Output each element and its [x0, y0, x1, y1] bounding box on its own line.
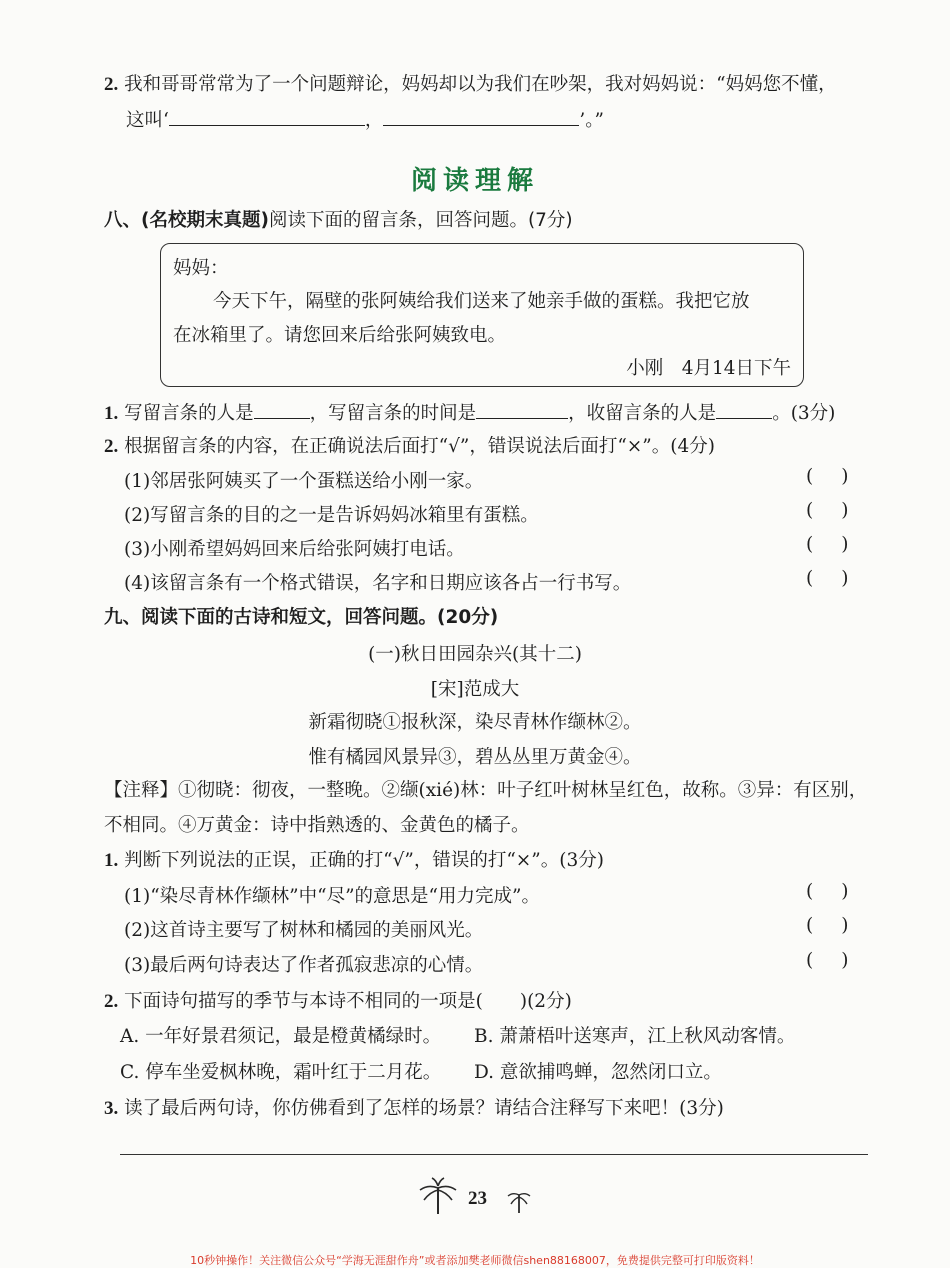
answer-parens[interactable]: () — [806, 500, 877, 521]
question-text: 。(3分) — [772, 403, 836, 424]
q9-heading: 九、阅读下面的古诗和短文，回答问题。(20分) — [104, 607, 499, 628]
question-number: 2. — [104, 74, 119, 95]
poem-notes-line2: 不相同。④万黄金：诗中指熟透的、金黄色的橘子。 — [104, 815, 530, 836]
answer-line[interactable] — [120, 1154, 868, 1155]
question-number: 1. — [104, 850, 119, 871]
question-text: 我和哥哥常常为了一个问题辩论，妈妈却以为我们在吵架，我对妈妈说：“妈妈您不懂， — [124, 74, 837, 95]
poem-line-2: 惟有橘园风景异③，碧丛丛里万黄金④。 — [308, 747, 642, 768]
question-text: 写留言条的人是 — [124, 403, 254, 424]
answer-parens[interactable]: () — [806, 568, 877, 589]
question-text: 判断下列说法的正误，正确的打“√”，错误的打“×”。(3分) — [124, 850, 604, 871]
message-note-box — [160, 243, 804, 387]
question-text: 根据留言条的内容，在正确说法后面打“√”，错误说法后面打“×”。(4分) — [124, 436, 715, 457]
watermark-text: 10秒钟操作！关注微信公众号“学海无涯甜作舟”或者添加樊老师微信shen88168007，免费提供完整可打印版资料！ — [190, 1254, 760, 1267]
q9-3 — [104, 1096, 724, 1122]
q8-2-item-2: (2)写留言条的目的之一是告诉妈妈冰箱里有蛋糕。 — [124, 505, 539, 526]
answer-blank[interactable] — [169, 107, 365, 126]
question-text: ，写留言条的时间是 — [309, 403, 477, 424]
question-text: ， — [364, 110, 384, 131]
answer-parens[interactable]: () — [806, 950, 877, 971]
answer-parens[interactable]: () — [806, 881, 877, 902]
heading-text: 阅读下面的留言条，回答问题。(7分) — [268, 210, 573, 231]
heading-prefix: 八、 — [104, 210, 142, 231]
answer-parens[interactable]: () — [806, 466, 877, 487]
answer-blank[interactable] — [476, 400, 568, 419]
question-number: 2. — [104, 436, 119, 457]
poem-author: [宋]范成大 — [430, 679, 520, 700]
section-title: 阅读理解 — [410, 166, 539, 196]
answer-blank[interactable] — [383, 107, 579, 126]
q9-2-option-a[interactable]: A. 一年好景君须记，最是橙黄橘绿时。 — [120, 1026, 442, 1047]
q8-2-item-1: (1)邻居张阿姨买了一个蛋糕送给小刚一家。 — [124, 471, 484, 492]
note-signature: 小刚 4月14日下午 — [626, 358, 791, 379]
q9-2-option-b[interactable]: B. 萧萧梧叶送寒声，江上秋风动客情。 — [474, 1026, 796, 1047]
q9-1-item-1: (1)“染尽青林作缬林”中“尽”的意思是“用力完成”。 — [124, 886, 540, 907]
q8-1 — [104, 400, 835, 427]
question-number: 3. — [104, 1098, 119, 1119]
question-text: 下面诗句描写的季节与本诗不相同的一项是( )(2分) — [124, 991, 572, 1012]
answer-blank[interactable] — [716, 400, 772, 419]
q7-2-line2 — [126, 107, 604, 134]
note-salutation: 妈妈： — [173, 258, 229, 279]
q7-2-line1 — [104, 72, 837, 98]
q9-2 — [104, 989, 572, 1015]
q9-1-item-3: (3)最后两句诗表达了作者孤寂悲凉的心情。 — [124, 955, 484, 976]
note-body-line1: 今天下午，隔壁的张阿姨给我们送来了她亲手做的蛋糕。我把它放 — [213, 291, 750, 312]
q9-1 — [104, 848, 604, 874]
q9-2-option-d[interactable]: D. 意欲捕鸣蝉，忽然闭口立。 — [474, 1062, 722, 1083]
note-body-line2: 在冰箱里了。请您回来后给张阿姨致电。 — [173, 325, 507, 346]
heading-tag: (名校期末真题) — [141, 210, 269, 231]
poem-notes-line1: 【注释】①彻晓：彻夜，一整晚。②缬(xié)林：叶子红叶树林呈红色，故称。③异：有区别， — [104, 780, 868, 801]
page-number: 23 — [468, 1188, 487, 1209]
question-text: ’。” — [579, 110, 604, 131]
question-text: 读了最后两句诗，你仿佛看到了怎样的场景？请结合注释写下来吧！(3分) — [124, 1098, 724, 1119]
poem-title: (一)秋日田园杂兴(其十二) — [368, 644, 582, 665]
answer-parens[interactable]: () — [806, 915, 877, 936]
q9-2-option-c[interactable]: C. 停车坐爱枫林晚，霜叶红于二月花。 — [120, 1062, 442, 1083]
q9-1-item-2: (2)这首诗主要写了树林和橘园的美丽风光。 — [124, 920, 484, 941]
q8-2-item-4: (4)该留言条有一个格式错误，名字和日期应该各占一行书写。 — [124, 573, 632, 594]
question-text: 这叫‘ — [126, 110, 169, 131]
poem-line-1: 新霜彻晓①报秋深，染尽青林作缬林②。 — [308, 712, 642, 733]
question-number: 2. — [104, 991, 119, 1012]
question-number: 1. — [104, 403, 119, 424]
tree-left-icon — [418, 1176, 458, 1216]
q8-2-item-3: (3)小刚希望妈妈回来后给张阿姨打电话。 — [124, 539, 465, 560]
q8-2 — [104, 434, 715, 460]
tree-right-icon — [506, 1186, 532, 1214]
answer-blank[interactable] — [254, 400, 310, 419]
question-text: ，收留言条的人是 — [568, 403, 717, 424]
q8-heading — [104, 208, 573, 234]
answer-parens[interactable]: () — [806, 534, 877, 555]
